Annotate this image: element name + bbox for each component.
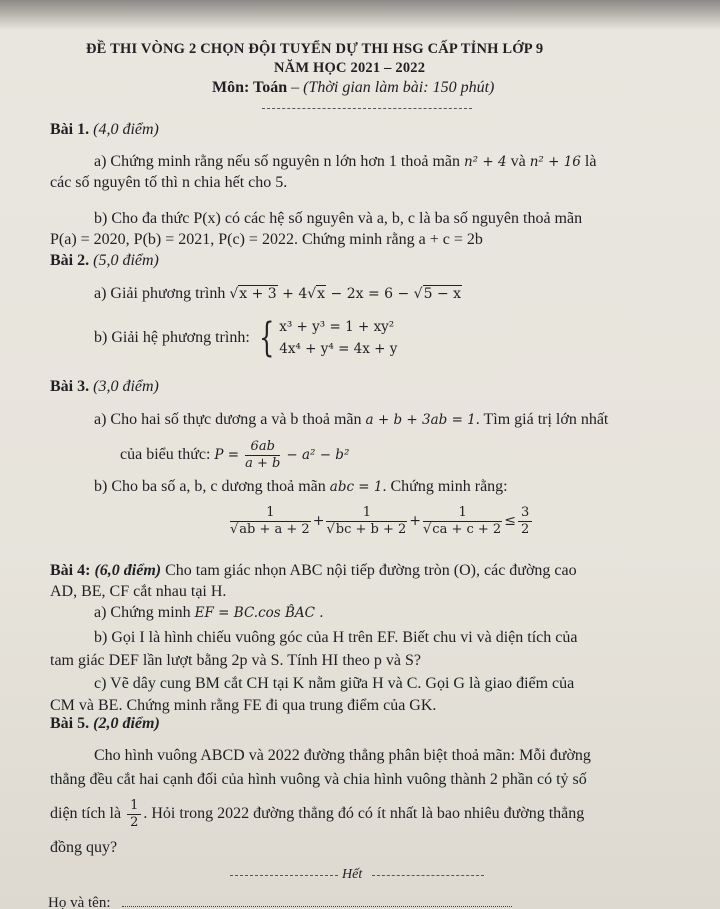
bai2-sqrt3: 5 − x <box>423 286 462 302</box>
ineq-rhs-den: 2 <box>520 521 530 537</box>
bai4-b-line2: tam giác DEF lần lượt bằng 2p và S. Tính HI theo p và S? <box>50 652 421 669</box>
ineq-le: ≤ <box>504 513 516 529</box>
bai5-heading <box>50 714 160 734</box>
bai1-b-line2: P(a) = 2020, P(b) = 2021, P(c) = 2022. Chứng minh rằng a + c = 2b <box>50 231 483 248</box>
ineq-den1: ab + a + 2 <box>239 521 310 537</box>
bai2-title: Bài 2. <box>50 252 90 269</box>
name-underline <box>122 906 512 907</box>
subject-time: – (Thời gian làm bài: 150 phút) <box>287 79 495 96</box>
bai3-b-inequality <box>228 501 534 541</box>
bai4-points: (6,0 điểm) <box>90 562 162 579</box>
bai4-a-expr: EF = BC.cos B̂AC . <box>194 605 324 621</box>
bai3-b-line <box>94 477 508 497</box>
ineq-den3: ca + c + 2 <box>432 521 502 537</box>
equation-system <box>279 316 397 360</box>
bai1-heading <box>50 120 159 140</box>
bai5-fraction <box>127 798 141 831</box>
ineq-num2: 1 <box>326 505 407 522</box>
bai5-line3-post: . Hỏi trong 2022 đường thẳng đó có ít nhất là bao nhiêu đường thẳng <box>143 805 585 822</box>
ineq-plus2: + <box>409 513 421 529</box>
bai5-line4: đồng quy? <box>50 839 118 856</box>
bai1-a-line2: các số nguyên tố thì n chia hết cho 5. <box>50 174 288 191</box>
bai2-points: (5,0 điểm) <box>89 252 159 269</box>
bai3-fraction <box>245 439 280 472</box>
bai3-a-end: . Tìm giá trị lớn nhất <box>475 411 609 428</box>
bai5-line3-pre: diện tích là <box>50 805 122 822</box>
ineq-num1: 1 <box>230 505 311 522</box>
subject-line <box>212 78 494 98</box>
bai1-a-line1 <box>94 152 596 172</box>
bai2-b-line <box>94 316 397 366</box>
bai3-a-text: a) Cho hai số thực dương a và b thoả mãn <box>94 411 362 428</box>
school-year: NĂM HỌC 2021 – 2022 <box>274 60 426 76</box>
bai3-points: (3,0 điểm) <box>89 378 159 395</box>
ineq-rhs <box>518 505 532 538</box>
bai3-b-end: . Chứng minh rằng: <box>382 478 508 495</box>
bai2-b-eq2: 4x⁴ + y⁴ = 4x + y <box>279 341 398 357</box>
bai1-a-end: là <box>580 153 597 170</box>
bai1-title: Bài 1. <box>50 121 90 138</box>
bai2-sqrt1: x + 3 <box>239 286 277 302</box>
bai4-c-line2: CM và BE. Chứng minh rằng FE đi qua trung điểm của GK. <box>50 697 437 714</box>
ineq-plus1: + <box>312 513 325 529</box>
bai5-line1: Cho hình vuông ABCD và 2022 đường thẳng phân biệt thoả mãn: Mỗi đường <box>94 747 591 764</box>
bai3-title: Bài 3. <box>50 378 90 395</box>
bai3-expr-label: của biểu thức: <box>120 446 211 463</box>
bai3-num: 6ab <box>245 439 280 456</box>
bai3-den: a + b <box>245 455 281 471</box>
bai4-title: Bài 4: <box>50 562 91 579</box>
ineq-frac1: $\frac{1}{√ab + a + 2}$ <box>230 504 310 537</box>
ineq-frac2: $\frac{1}{√bc + b + 2}$ <box>326 504 407 537</box>
bai3-a-expr <box>120 437 349 473</box>
bai2-sqrt2: x <box>317 286 326 302</box>
subject-label: Môn: Toán <box>212 79 288 96</box>
ineq-den2: bc + b + 2 <box>335 521 407 537</box>
bai1-b-line1: b) Cho đa thức P(x) có các hệ số nguyên và a, b, c là ba số nguyên thoả mãn <box>94 210 583 227</box>
ineq-num3: 1 <box>423 505 502 522</box>
header-divider <box>262 108 472 109</box>
ineq-frac3: $\frac{1}{√ca + c + 2}$ <box>423 504 502 537</box>
bai1-a-text: a) Chứng minh rằng nếu số nguyên n lớn hơn 1 thoả mãn <box>94 153 460 170</box>
bai1-a-and: và <box>506 153 530 170</box>
bai1-a-expr2: n² + 16 <box>529 154 581 170</box>
bai1-points: (4,0 điểm) <box>89 121 159 138</box>
bai2-a-text: a) Giải phương trình <box>94 285 226 302</box>
bai2-b-eq1: x³ + y³ = 1 + xy² <box>279 319 395 335</box>
bai1-a-expr1: n² + 4 <box>463 154 507 170</box>
bai4-intro: Cho tam giác nhọn ABC nội tiếp đường tròn (O), các đường cao <box>161 562 577 579</box>
bai3-b-text: b) Cho ba số a, b, c dương thoả mãn <box>94 478 326 495</box>
bai2-a-line: a) Giải phương trình √x + 3 + 4√x − 2x = 6 − √5 − x <box>94 285 462 302</box>
bai2-b-text: b) Giải hệ phương trình: <box>94 329 250 346</box>
bai5-frac-num: 1 <box>127 798 141 815</box>
bai5-frac-den: 2 <box>130 814 139 830</box>
bai3-a-cond: a + b + 3ab = 1 <box>365 412 476 428</box>
bai5-line3 <box>50 796 584 832</box>
bai2-a-eq-pre: + 4 <box>282 286 308 302</box>
bai3-a-line <box>94 410 608 430</box>
bai3-tail: − a² − b² <box>286 447 350 463</box>
bai3-b-cond: abc = 1 <box>329 479 383 495</box>
bai2-a-eq-mid: − 2x = 6 − <box>330 286 410 302</box>
exam-title: ĐỀ THI VÒNG 2 CHỌN ĐỘI TUYỂN DỰ THI HSG CẤP TỈNH LỚP 9 <box>86 41 544 57</box>
bai2-heading <box>50 251 159 271</box>
bai4-b-line1: b) Gọi I là hình chiếu vuông góc của H trên EF. Biết chu vi và diện tích của <box>94 629 578 646</box>
bai3-P: P = <box>214 447 240 463</box>
end-label: Hết <box>342 867 363 882</box>
bai4-heading <box>50 561 577 581</box>
bai5-line2: thẳng đều cắt hai cạnh đối của hình vuông và chia hình vuông thành 2 phần có tỷ số <box>50 771 587 788</box>
ineq-rhs-num: 3 <box>518 505 532 522</box>
name-label: Họ và tên: <box>48 895 111 909</box>
bai4-intro2: AD, BE, CF cắt nhau tại H. <box>50 583 227 600</box>
bai4-c-line1: c) Vẽ dây cung BM cắt CH tại K nằm giữa H và C. Gọi G là giao điểm của <box>94 675 575 692</box>
bai4-a-line <box>94 603 324 623</box>
bai5-points: (2,0 điểm) <box>89 715 160 732</box>
bai5-title: Bài 5. <box>50 715 90 732</box>
end-divider-left <box>230 875 338 876</box>
system-brace: { <box>258 315 275 361</box>
end-divider-right <box>372 875 484 876</box>
bai3-heading <box>50 377 159 397</box>
bai4-a-text: a) Chứng minh <box>94 604 191 621</box>
